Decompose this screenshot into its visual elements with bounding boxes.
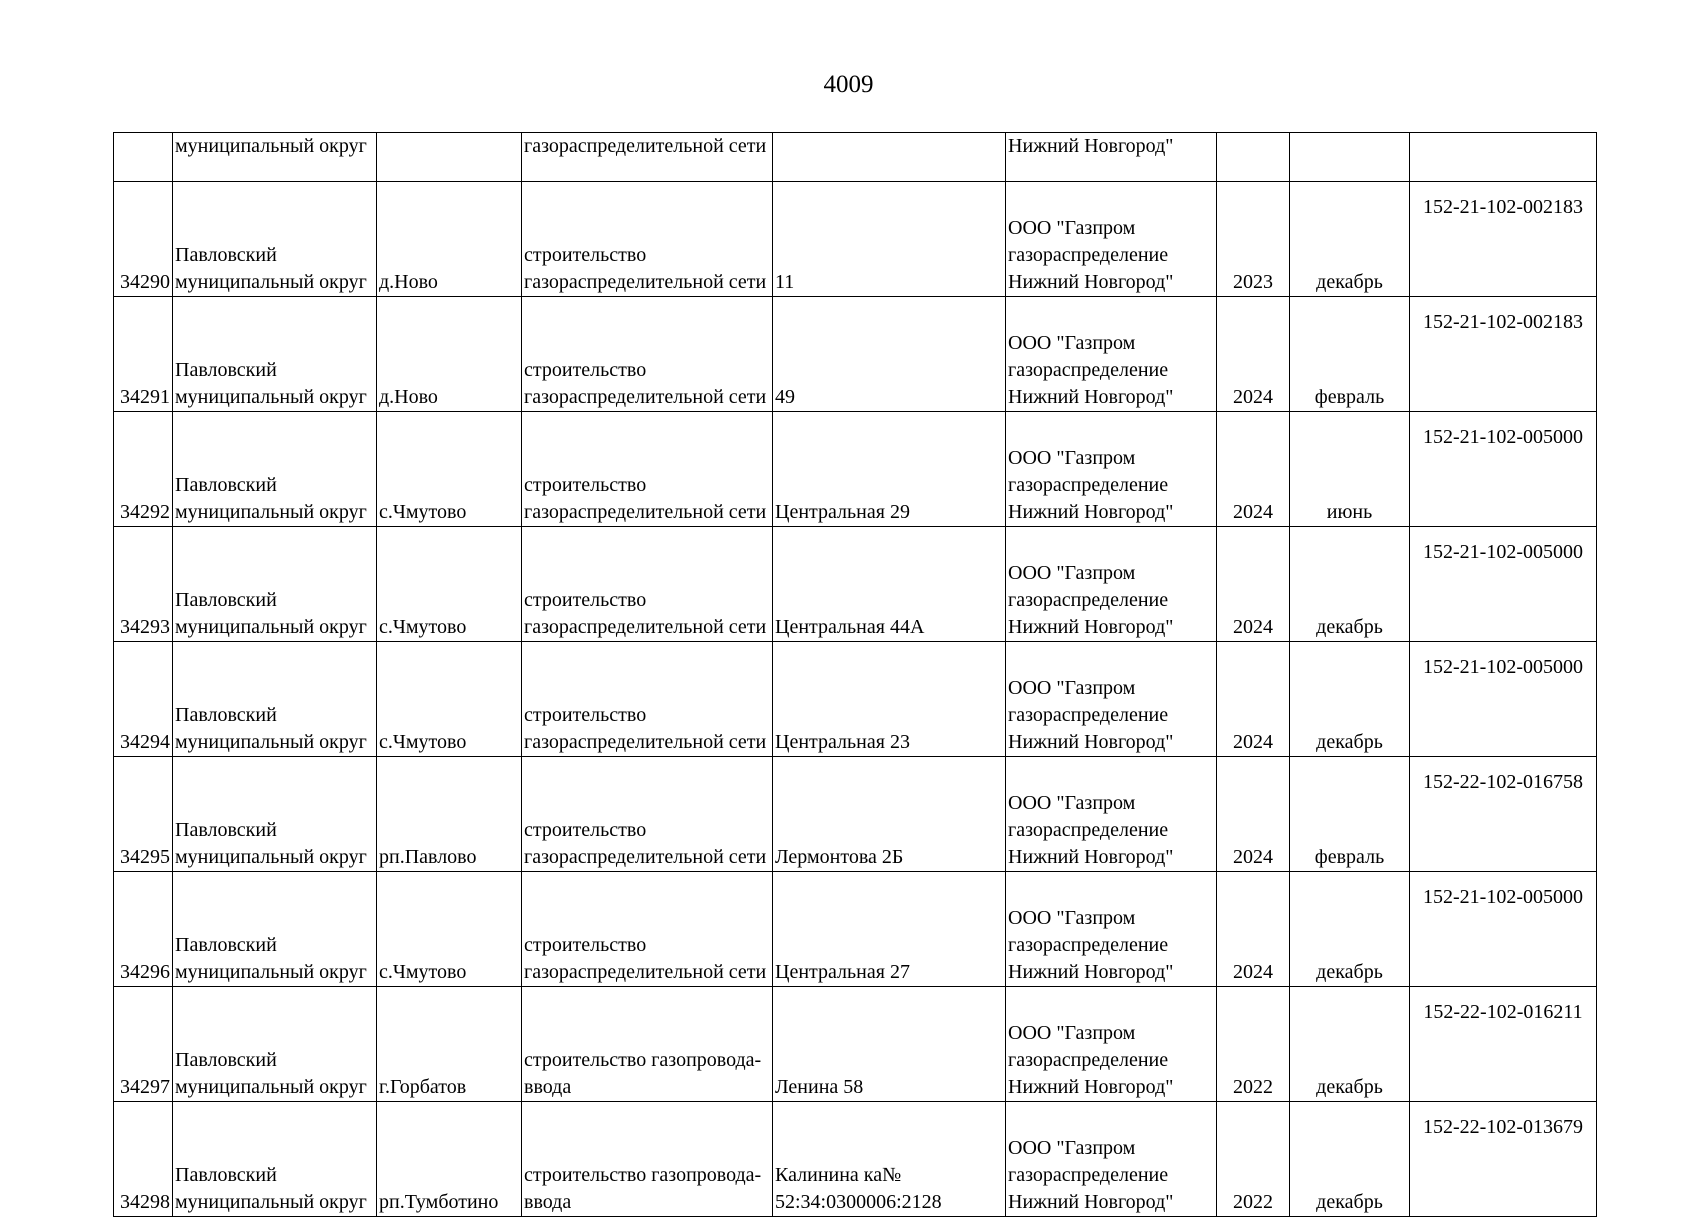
cell-org: [1006, 987, 1217, 1102]
cell-address: [773, 297, 1006, 412]
cell-address: [773, 642, 1006, 757]
page-number: 4009: [823, 71, 874, 98]
cell-address: [773, 412, 1006, 527]
cell-code: 152-22-102-016211: [1410, 987, 1597, 1102]
cell-month: декабрь: [1290, 642, 1410, 757]
cell-month: декабрь: [1290, 987, 1410, 1102]
org-line: Нижний Новгород": [1008, 616, 1174, 638]
work-line: газораспределительной сети: [524, 846, 767, 868]
cell-code: 152-21-102-002183: [1410, 297, 1597, 412]
org-line: газораспределение: [1008, 359, 1169, 381]
org-line: ООО "Газпром: [1008, 792, 1136, 814]
org-line: Нижний Новгород": [1008, 271, 1174, 293]
cell-month: февраль: [1290, 757, 1410, 872]
cell-code: 152-22-102-013679: [1410, 1102, 1597, 1217]
table-row: [114, 1102, 1597, 1217]
address-line: Центральная 27: [775, 961, 910, 983]
org-line: Нижний Новгород": [1008, 731, 1174, 753]
cell-work: [522, 1102, 773, 1217]
org-line: ООО "Газпром: [1008, 447, 1136, 469]
registry-table: [113, 132, 1597, 1217]
cell-address: [773, 182, 1006, 297]
cell-num: 34293: [114, 527, 173, 642]
cell-district: [173, 527, 377, 642]
table-row: [114, 872, 1597, 987]
org-line: ООО "Газпром: [1008, 907, 1136, 929]
district-line: муниципальный округ: [175, 616, 367, 638]
cell-month: декабрь: [1290, 182, 1410, 297]
cell-month: июнь: [1290, 412, 1410, 527]
cell-address: [773, 1102, 1006, 1217]
cell-code: 152-21-102-005000: [1410, 642, 1597, 757]
district-line: Павловский: [175, 934, 277, 956]
work-line: газораспределительной сети: [524, 731, 767, 753]
table-row: [114, 527, 1597, 642]
work-line: строительство газопровода-: [524, 1049, 762, 1071]
cell-work: [522, 297, 773, 412]
address-line: [775, 1047, 1003, 1074]
org-line: газораспределение: [1008, 474, 1169, 496]
cell-district: [173, 297, 377, 412]
cell-num: 34291: [114, 297, 173, 412]
cell-locality: рп.Тумботино: [377, 1102, 522, 1217]
address-line: [775, 817, 1003, 844]
cell-work: [522, 757, 773, 872]
address-line: 49: [775, 386, 795, 408]
district-line: Павловский: [175, 1049, 277, 1071]
cell-org: [1006, 297, 1217, 412]
cell-year: 2024: [1217, 527, 1290, 642]
org-line: Нижний Новгород": [1008, 1076, 1174, 1098]
district-line: муниципальный округ: [175, 846, 367, 868]
district-line: Павловский: [175, 474, 277, 496]
org-line: газораспределение: [1008, 819, 1169, 841]
cell-work: [522, 527, 773, 642]
cell-district: [173, 1102, 377, 1217]
cell-num: 34297: [114, 987, 173, 1102]
district-line: муниципальный округ: [175, 386, 367, 408]
work-line: строительство: [524, 474, 647, 496]
cell-work: [522, 987, 773, 1102]
district-line: Павловский: [175, 819, 277, 841]
org-line: ООО "Газпром: [1008, 1022, 1136, 1044]
cell-org: [1006, 757, 1217, 872]
cell-district: [173, 412, 377, 527]
cell-num: 34298: [114, 1102, 173, 1217]
org-line: ООО "Газпром: [1008, 677, 1136, 699]
work-line: строительство: [524, 244, 647, 266]
cell-code: 152-22-102-016758: [1410, 757, 1597, 872]
district-line: муниципальный округ: [175, 1191, 367, 1213]
cell-locality: д.Ново: [377, 182, 522, 297]
org-line: газораспределение: [1008, 589, 1169, 611]
org-line: ООО "Газпром: [1008, 1137, 1136, 1159]
cell-code: 152-21-102-005000: [1410, 527, 1597, 642]
org-line: газораспределение: [1008, 704, 1169, 726]
cell-address: [773, 872, 1006, 987]
cell-num: 34290: [114, 182, 173, 297]
cell-year: 2023: [1217, 182, 1290, 297]
org-line: Нижний Новгород": [1008, 1191, 1174, 1213]
cell-num: 34295: [114, 757, 173, 872]
address-line: 52:34:0300006:2128: [775, 1191, 942, 1213]
cell-year: 2024: [1217, 297, 1290, 412]
cell-year: 2024: [1217, 412, 1290, 527]
cell-work: [522, 182, 773, 297]
org-line: Нижний Новгород": [1008, 846, 1174, 868]
table-row: [114, 642, 1597, 757]
cell-org: [1006, 412, 1217, 527]
work-line: газораспределительной сети: [524, 616, 767, 638]
cell-locality: с.Чмутово: [377, 527, 522, 642]
cell-num: 34294: [114, 642, 173, 757]
address-line: [775, 932, 1003, 959]
org-line: газораспределение: [1008, 1164, 1169, 1186]
cell-locality: с.Чмутово: [377, 872, 522, 987]
district-line: муниципальный округ: [175, 271, 367, 293]
cell-work: [522, 872, 773, 987]
cell-district: [173, 182, 377, 297]
org-line: Нижний Новгород": [1008, 961, 1174, 983]
table-row-continuation: [114, 133, 1597, 182]
address-line: Калинина ка№: [775, 1164, 902, 1186]
cell-code: 152-21-102-002183: [1410, 182, 1597, 297]
table-row: [114, 412, 1597, 527]
address-line: Центральная 29: [775, 501, 910, 523]
cell-locality: д.Ново: [377, 297, 522, 412]
cell-locality: [377, 133, 522, 182]
address-line: 11: [775, 271, 795, 293]
work-line: газораспределительной сети: [524, 501, 767, 523]
address-line: Центральная 23: [775, 731, 910, 753]
cell-locality: г.Горбатов: [377, 987, 522, 1102]
cell-district: [173, 642, 377, 757]
cell-code: 152-21-102-005000: [1410, 872, 1597, 987]
org-line: Нижний Новгород": [1008, 501, 1174, 523]
org-line: газораспределение: [1008, 934, 1169, 956]
cell-month: декабрь: [1290, 1102, 1410, 1217]
cell-month: [1290, 133, 1410, 182]
work-line: газораспределительной сети: [524, 271, 767, 293]
cell-year: 2022: [1217, 987, 1290, 1102]
cell-num: 34292: [114, 412, 173, 527]
address-line: Лермонтова 2Б: [775, 846, 904, 868]
address-line: [775, 702, 1003, 729]
work-line: строительство газопровода-: [524, 1164, 762, 1186]
cell-org: [1006, 872, 1217, 987]
work-line: строительство: [524, 934, 647, 956]
district-line: Павловский: [175, 359, 277, 381]
district-line: муниципальный округ: [175, 961, 367, 983]
cell-year: 2022: [1217, 1102, 1290, 1217]
address-line: [775, 357, 1003, 384]
work-line: газораспределительной сети: [524, 961, 767, 983]
org-line: ООО "Газпром: [1008, 562, 1136, 584]
table-row: [114, 182, 1597, 297]
table-row: [114, 757, 1597, 872]
cell-district: [173, 987, 377, 1102]
cell-num: 34296: [114, 872, 173, 987]
address-line: [775, 472, 1003, 499]
cell-district: [173, 872, 377, 987]
cell-year: [1217, 133, 1290, 182]
table-row: [114, 297, 1597, 412]
cell-locality: с.Чмутово: [377, 642, 522, 757]
work-line: газораспределительной сети: [524, 386, 767, 408]
district-line: Павловский: [175, 244, 277, 266]
work-line: ввода: [524, 1076, 572, 1098]
district-line: муниципальный округ: [175, 731, 367, 753]
org-line: ООО "Газпром: [1008, 217, 1136, 239]
cell-address: [773, 757, 1006, 872]
work-line: строительство: [524, 589, 647, 611]
cell-work: [522, 642, 773, 757]
work-line: строительство: [524, 359, 647, 381]
org-line: газораспределение: [1008, 244, 1169, 266]
org-line: газораспределение: [1008, 1049, 1169, 1071]
cell-org: [1006, 1102, 1217, 1217]
cell-locality: рп.Павлово: [377, 757, 522, 872]
cell-month: декабрь: [1290, 872, 1410, 987]
district-line: Павловский: [175, 589, 277, 611]
org-line: Нижний Новгород": [1008, 386, 1174, 408]
address-line: [775, 242, 1003, 269]
cell-org: [1006, 182, 1217, 297]
cell-work: газораспределительной сети: [522, 133, 773, 182]
cell-work: [522, 412, 773, 527]
cell-year: 2024: [1217, 757, 1290, 872]
org-line: ООО "Газпром: [1008, 332, 1136, 354]
cell-code: 152-21-102-005000: [1410, 412, 1597, 527]
cell-district: муниципальный округ: [173, 133, 377, 182]
cell-address: [773, 527, 1006, 642]
cell-org: [1006, 642, 1217, 757]
cell-year: 2024: [1217, 642, 1290, 757]
district-line: муниципальный округ: [175, 1076, 367, 1098]
cell-district: [173, 757, 377, 872]
table-row: [114, 987, 1597, 1102]
cell-address: [773, 987, 1006, 1102]
cell-locality: с.Чмутово: [377, 412, 522, 527]
address-line: [775, 587, 1003, 614]
address-line: Ленина 58: [775, 1076, 864, 1098]
cell-org: Нижний Новгород": [1006, 133, 1217, 182]
district-line: Павловский: [175, 1164, 277, 1186]
work-line: ввода: [524, 1191, 572, 1213]
table-body: [114, 133, 1597, 1217]
work-line: строительство: [524, 819, 647, 841]
cell-org: [1006, 527, 1217, 642]
work-line: строительство: [524, 704, 647, 726]
cell-month: декабрь: [1290, 527, 1410, 642]
cell-num: [114, 133, 173, 182]
cell-code: [1410, 133, 1597, 182]
cell-address: [773, 133, 1006, 182]
address-line: Центральная 44А: [775, 616, 925, 638]
cell-month: февраль: [1290, 297, 1410, 412]
cell-year: 2024: [1217, 872, 1290, 987]
district-line: муниципальный округ: [175, 501, 367, 523]
district-line: Павловский: [175, 704, 277, 726]
